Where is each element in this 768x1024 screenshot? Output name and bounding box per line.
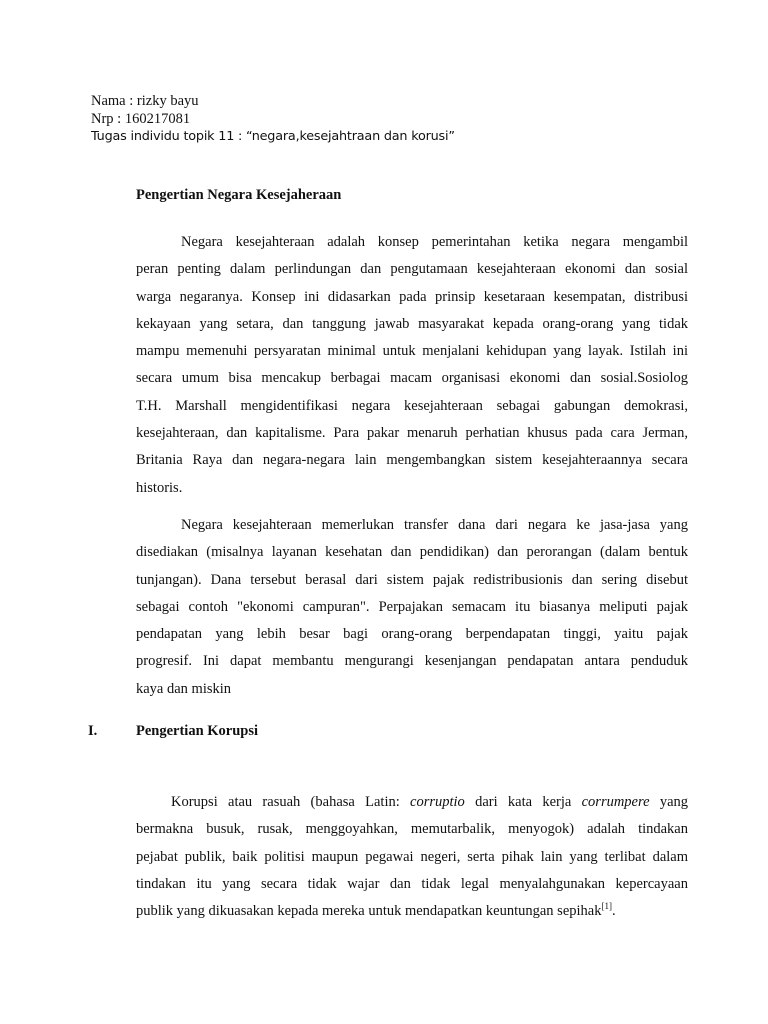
paragraph-line [136, 898, 688, 925]
paragraph-line: sebagai contoh "ekonomi campuran". Perpajakan semacam itu biasanya meliputi pajak [136, 598, 688, 615]
paragraph-line: T.H. Marshall mengidentifikasi negara kesejahteraan sebagai gabungan demokrasi, [136, 397, 688, 414]
text-run: dari kata kerja [464, 794, 582, 810]
paragraph-line: pejabat publik, baik politisi maupun pegawai negeri, serta pihak lain yang terlibat dalam [136, 848, 688, 865]
paragraph-corruption-definition [136, 789, 688, 925]
paragraph-line: bermakna busuk, rusak, menggoyahkan, memutarbalik, menyogok) adalah tindakan [136, 821, 688, 838]
paragraph-line: disediakan (misalnya layanan kesehatan dan pendidikan) dan perorangan (dalam bentuk [136, 544, 688, 561]
latin-term-corrumpere: corrumpere [581, 794, 650, 810]
paragraph-line: kaya dan miskin [136, 680, 232, 697]
paragraph-welfare-funding [136, 512, 688, 703]
text-run: yang [649, 794, 688, 810]
text-run: Korupsi atau rasuah (bahasa Latin: [171, 794, 411, 810]
paragraph-line: kekayaan yang setara, dan tanggung jawab masyarakat kepada orang-orang yang tidak [136, 315, 688, 332]
footnote-reference[interactable]: [1] [601, 901, 612, 912]
paragraph-line: progresif. Ini dapat membantu mengurangi kesenjangan pendapatan antara penduduk [136, 653, 688, 670]
paragraph-welfare-definition [136, 229, 688, 502]
text-run: publik yang dikuasakan kepada mereka untuk mendapatkan keuntungan sepihak [136, 903, 602, 920]
paragraph-line: pendapatan yang lebih besar bagi orang-orang berpendapatan tinggi, yaitu pajak [136, 626, 688, 643]
paragraph-line: historis. [136, 479, 183, 496]
paragraph-line: tindakan itu yang secara tidak wajar dan tidak legal menyalahgunakan kepercayaan [136, 875, 688, 892]
section-heading-corruption: Pengertian Korupsi [136, 723, 259, 739]
section-number: I. [88, 723, 98, 739]
paragraph-line [136, 789, 688, 816]
paragraph-line: secara umum bisa mencakup berbagai macam organisasi ekonomi dan sosial.Sosiolog [136, 370, 688, 387]
task-title: Tugas individu topik 11 : “negara,kesejahtraan dan korusi” [91, 129, 455, 144]
paragraph-line: Negara kesejahteraan memerlukan transfer dana dari negara ke jasa-jasa yang [181, 517, 688, 533]
paragraph-line: warga negaranya. Konsep ini didasarkan pada prinsip kesetaraan kesempatan, distribusi [136, 288, 688, 305]
student-header [91, 92, 691, 146]
paragraph-line: tunjangan). Dana tersebut berasal dari sistem pajak redistribusionis dan sering disebut [136, 571, 688, 588]
student-nrp: Nrp : 160217081 [91, 111, 191, 127]
section-heading-welfare-state: Pengertian Negara Kesejaheraan [136, 187, 342, 203]
paragraph-line: Negara kesejahteraan adalah konsep pemerintahan ketika negara mengambil [181, 234, 688, 250]
latin-term-corruptio: corruptio [410, 794, 465, 810]
paragraph-line: peran penting dalam perlindungan dan pengutamaan kesejahteraan ekonomi dan sosial [136, 261, 688, 278]
text-run: . [611, 903, 616, 920]
paragraph-line: kesejahteraan, dan kapitalisme. Para pakar menaruh perhatian khusus pada cara Jerman, [136, 425, 688, 442]
paragraph-line: mampu memenuhi persyaratan minimal untuk menjalani kehidupan yang layak. Istilah ini [136, 343, 688, 360]
paragraph-line: Britania Raya dan negara-negara lain mengembangkan sistem kesejahteraannya secara [136, 452, 688, 469]
student-name: Nama : rizky bayu [91, 93, 199, 109]
